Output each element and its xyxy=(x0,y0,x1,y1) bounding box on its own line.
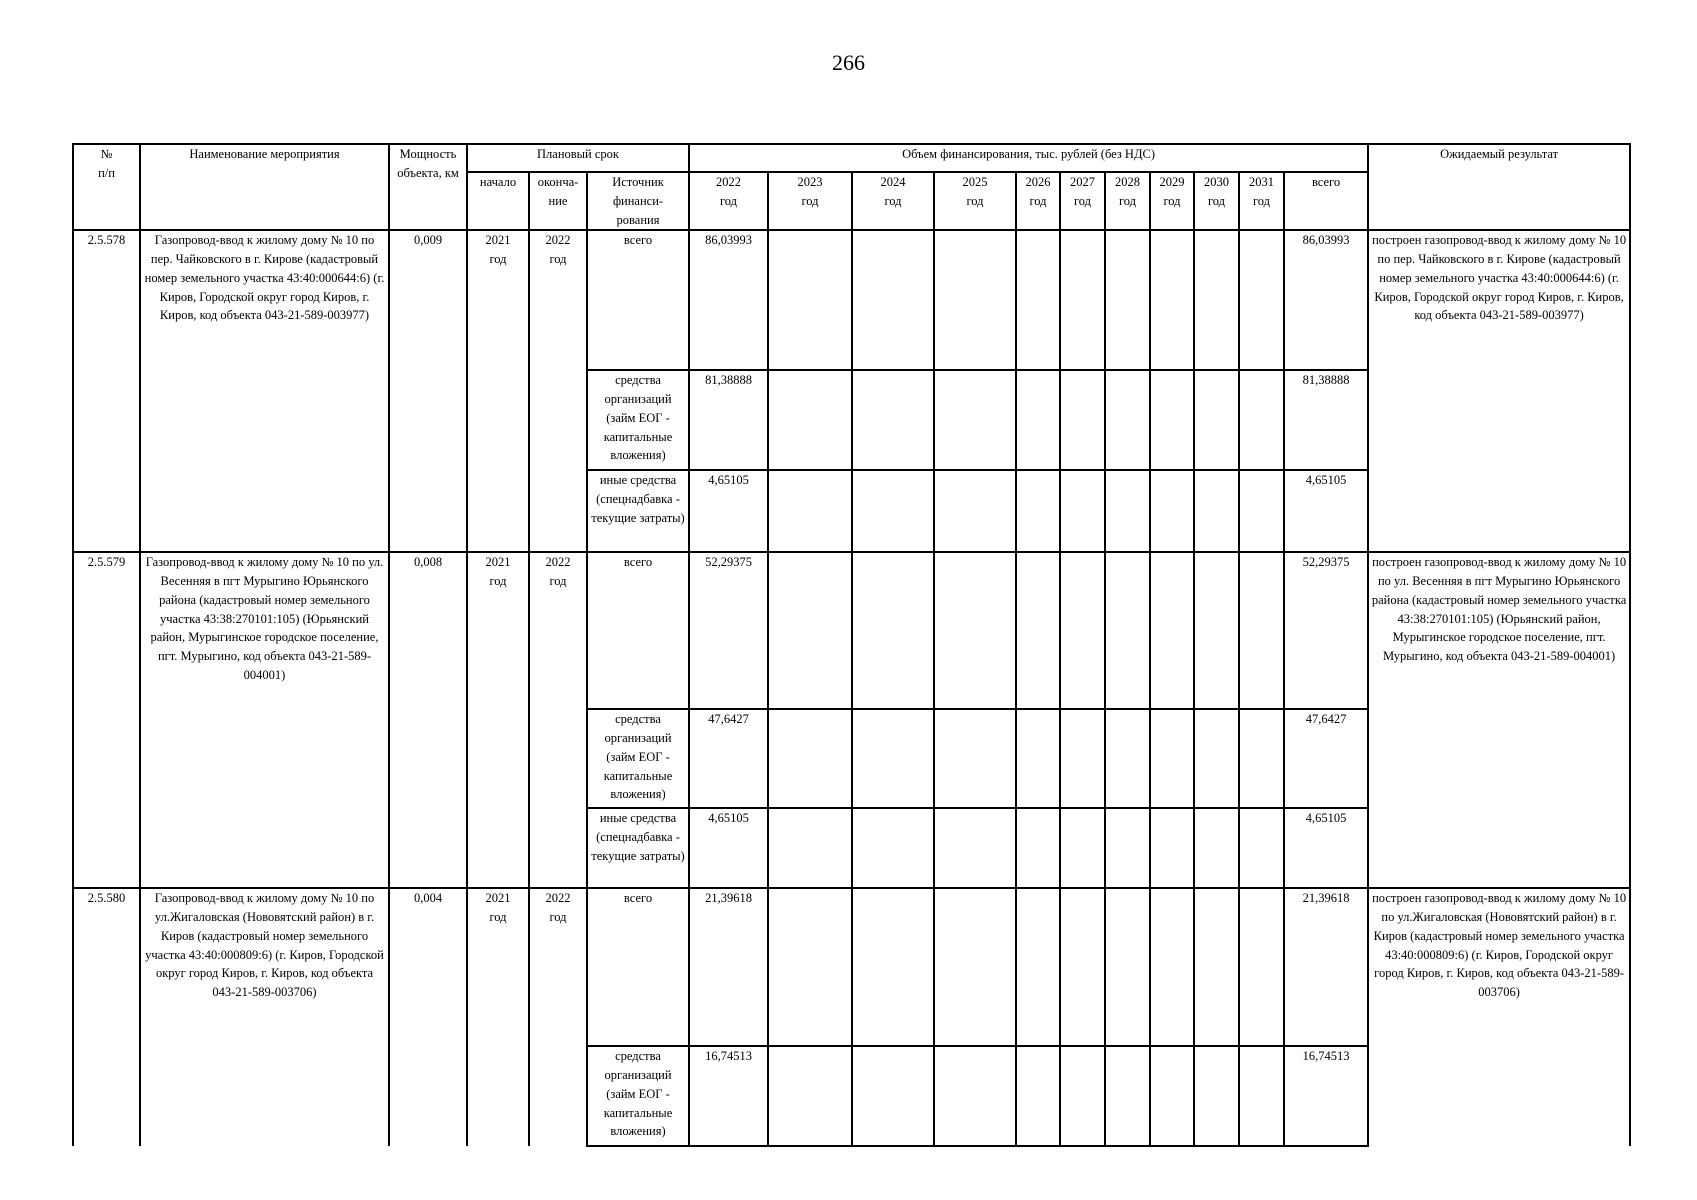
value-2029 xyxy=(1150,552,1194,709)
value-2025 xyxy=(934,370,1016,470)
entry-num: 2.5.578 xyxy=(73,230,140,552)
value-2022: 4,65105 xyxy=(689,470,768,552)
header-year-2026: 2026 год xyxy=(1016,172,1060,230)
value-2022: 81,38888 xyxy=(689,370,768,470)
value-2023 xyxy=(768,808,852,888)
value-2030 xyxy=(1194,370,1239,470)
entry-start: 2021 год xyxy=(467,230,529,552)
value-2027 xyxy=(1060,370,1105,470)
page-number: 266 xyxy=(832,50,865,75)
value-2026 xyxy=(1016,370,1060,470)
entry-name: Газопровод-ввод к жилому дому № 10 по пер. Чайковского в г. Кирове (кадастровый номер земельного участка 43:40:000644:6) (г. Киров, Городской округ город Киров, г. Киров, код объекта 043-21-589-003977) xyxy=(140,230,389,552)
value-2027 xyxy=(1060,1046,1105,1146)
value-total: 52,29375 xyxy=(1284,552,1368,709)
source-label: средства организаций (займ ЕОГ - капитальные вложения) xyxy=(587,709,689,808)
entry-name: Газопровод-ввод к жилому дому № 10 по ул. Весенняя в пгт Мурыгино Юрьянского района (кадастровый номер земельного участка 43:38:270101:105) (Юрьянский район, Мурыгинское городское поселение, пгт. Мурыгино, код объекта 043-21-589-004001) xyxy=(140,552,389,888)
value-total: 4,65105 xyxy=(1284,470,1368,552)
value-2023 xyxy=(768,709,852,808)
value-2031 xyxy=(1239,888,1284,1046)
value-2025 xyxy=(934,709,1016,808)
value-2031 xyxy=(1239,1046,1284,1146)
value-2029 xyxy=(1150,470,1194,552)
value-2031 xyxy=(1239,552,1284,709)
value-2025 xyxy=(934,808,1016,888)
value-2022: 52,29375 xyxy=(689,552,768,709)
value-2024 xyxy=(852,1046,934,1146)
value-2024 xyxy=(852,808,934,888)
value-2023 xyxy=(768,470,852,552)
source-label: средства организаций (займ ЕОГ - капитальные вложения) xyxy=(587,1046,689,1146)
value-2025 xyxy=(934,1046,1016,1146)
value-2028 xyxy=(1105,709,1150,808)
value-2025 xyxy=(934,230,1016,370)
value-2030 xyxy=(1194,888,1239,1046)
value-2031 xyxy=(1239,230,1284,370)
value-2029 xyxy=(1150,709,1194,808)
header-year-2022: 2022 год xyxy=(689,172,768,230)
value-2022: 47,6427 xyxy=(689,709,768,808)
header-year-2025: 2025 год xyxy=(934,172,1016,230)
value-2023 xyxy=(768,230,852,370)
entry-power: 0,009 xyxy=(389,230,467,552)
value-2028 xyxy=(1105,888,1150,1046)
value-2030 xyxy=(1194,808,1239,888)
value-2030 xyxy=(1194,470,1239,552)
value-2026 xyxy=(1016,888,1060,1046)
entry-power: 0,004 xyxy=(389,888,467,1146)
source-label: всего xyxy=(587,552,689,709)
value-2023 xyxy=(768,1046,852,1146)
header-term-label: Плановый срок xyxy=(537,147,619,161)
header-year-2023: 2023 год xyxy=(768,172,852,230)
value-2029 xyxy=(1150,230,1194,370)
value-2027 xyxy=(1060,230,1105,370)
value-2027 xyxy=(1060,552,1105,709)
value-2027 xyxy=(1060,888,1105,1046)
entry-end: 2022 год xyxy=(529,552,587,888)
header-year-2027: 2027 год xyxy=(1060,172,1105,230)
value-total: 81,38888 xyxy=(1284,370,1368,470)
value-2029 xyxy=(1150,1046,1194,1146)
table-row xyxy=(73,230,1630,370)
value-total: 16,74513 xyxy=(1284,1046,1368,1146)
entry-start: 2021 год xyxy=(467,888,529,1146)
entry-start: 2021 год xyxy=(467,552,529,888)
value-2030 xyxy=(1194,1046,1239,1146)
source-label: иные средства (спецнадбавка - текущие затраты) xyxy=(587,470,689,552)
value-2028 xyxy=(1105,230,1150,370)
value-2026 xyxy=(1016,709,1060,808)
header-year-2028: 2028 год xyxy=(1105,172,1150,230)
value-2023 xyxy=(768,888,852,1046)
entry-result: построен газопровод-ввод к жилому дому № 10 по ул. Весенняя в пгт Мурыгино Юрьянского района (кадастровый номер земельного участка 43:38:270101:105) (Юрьянский район, Мурыгинское городское поселение, пгт. Мурыгино, код объекта 043-21-589-004001) xyxy=(1368,552,1630,888)
header-result: Ожидаемый результат xyxy=(1368,144,1630,230)
value-2022: 16,74513 xyxy=(689,1046,768,1146)
value-2024 xyxy=(852,470,934,552)
entry-name: Газопровод-ввод к жилому дому № 10 по ул.Жигаловская (Нововятский район) в г. Киров (кадастровый номер земельного участка 43:40:000809:6) (г. Киров, Городской округ город Киров, г. Киров, код объекта 043-21-589-003706) xyxy=(140,888,389,1146)
entry-end: 2022 год xyxy=(529,230,587,552)
value-total: 21,39618 xyxy=(1284,888,1368,1046)
header-power: Мощность объекта, км xyxy=(389,144,467,230)
value-2024 xyxy=(852,230,934,370)
value-2028 xyxy=(1105,1046,1150,1146)
header-num: № п/п xyxy=(73,144,140,230)
value-2023 xyxy=(768,370,852,470)
table-row xyxy=(73,552,1630,709)
value-2025 xyxy=(934,888,1016,1046)
value-2030 xyxy=(1194,552,1239,709)
value-2026 xyxy=(1016,470,1060,552)
value-total: 4,65105 xyxy=(1284,808,1368,888)
value-2025 xyxy=(934,552,1016,709)
financing-table xyxy=(72,143,1631,1147)
value-2026 xyxy=(1016,1046,1060,1146)
value-2031 xyxy=(1239,470,1284,552)
value-2022: 4,65105 xyxy=(689,808,768,888)
header-term-end: оконча- ние xyxy=(529,172,587,230)
header-year-2031: 2031 год xyxy=(1239,172,1284,230)
header-year-2030: 2030 год xyxy=(1194,172,1239,230)
table-row xyxy=(73,888,1630,1046)
value-2026 xyxy=(1016,552,1060,709)
entry-result: построен газопровод-ввод к жилому дому № 10 по пер. Чайковского в г. Кирове (кадастровый номер земельного участка 43:40:000644:6) (г. Киров, Городской округ город Киров, г. Киров, код объекта 043-21-589-003977) xyxy=(1368,230,1630,552)
header-year-2024: 2024 год xyxy=(852,172,934,230)
value-2025 xyxy=(934,470,1016,552)
value-2030 xyxy=(1194,709,1239,808)
value-2028 xyxy=(1105,552,1150,709)
source-label: иные средства (спецнадбавка - текущие затраты) xyxy=(587,808,689,888)
value-2028 xyxy=(1105,470,1150,552)
value-2024 xyxy=(852,370,934,470)
value-2029 xyxy=(1150,808,1194,888)
value-2024 xyxy=(852,709,934,808)
value-2028 xyxy=(1105,808,1150,888)
value-2026 xyxy=(1016,230,1060,370)
value-2028 xyxy=(1105,370,1150,470)
value-2029 xyxy=(1150,370,1194,470)
header-year-2029: 2029 год xyxy=(1150,172,1194,230)
value-2024 xyxy=(852,552,934,709)
value-2029 xyxy=(1150,888,1194,1046)
value-2030 xyxy=(1194,230,1239,370)
source-label: всего xyxy=(587,888,689,1046)
value-2023 xyxy=(768,552,852,709)
header-source: Источник финанси- рования xyxy=(587,172,689,230)
entry-num: 2.5.580 xyxy=(73,888,140,1146)
value-total: 47,6427 xyxy=(1284,709,1368,808)
value-2024 xyxy=(852,888,934,1046)
entry-end: 2022 год xyxy=(529,888,587,1146)
header-term xyxy=(467,144,689,172)
value-2027 xyxy=(1060,470,1105,552)
value-2022: 21,39618 xyxy=(689,888,768,1046)
value-total: 86,03993 xyxy=(1284,230,1368,370)
header-term-start: начало xyxy=(467,172,529,230)
entry-power: 0,008 xyxy=(389,552,467,888)
value-2027 xyxy=(1060,808,1105,888)
entry-result: построен газопровод-ввод к жилому дому № 10 по ул.Жигаловская (Нововятский район) в г. Киров (кадастровый номер земельного участка 43:40:000809:6) (г. Киров, Городской округ город Киров, г. Киров, код объекта 043-21-589-003706) xyxy=(1368,888,1630,1146)
header-name: Наименование мероприятия xyxy=(140,144,389,230)
value-2031 xyxy=(1239,808,1284,888)
value-2031 xyxy=(1239,370,1284,470)
source-label: всего xyxy=(587,230,689,370)
value-2031 xyxy=(1239,709,1284,808)
value-2022: 86,03993 xyxy=(689,230,768,370)
source-label: средства организаций (займ ЕОГ - капитальные вложения) xyxy=(587,370,689,470)
header-total: всего xyxy=(1284,172,1368,230)
header-volume: Объем финансирования, тыс. рублей (без НДС) xyxy=(689,144,1368,172)
value-2027 xyxy=(1060,709,1105,808)
entry-num: 2.5.579 xyxy=(73,552,140,888)
value-2026 xyxy=(1016,808,1060,888)
